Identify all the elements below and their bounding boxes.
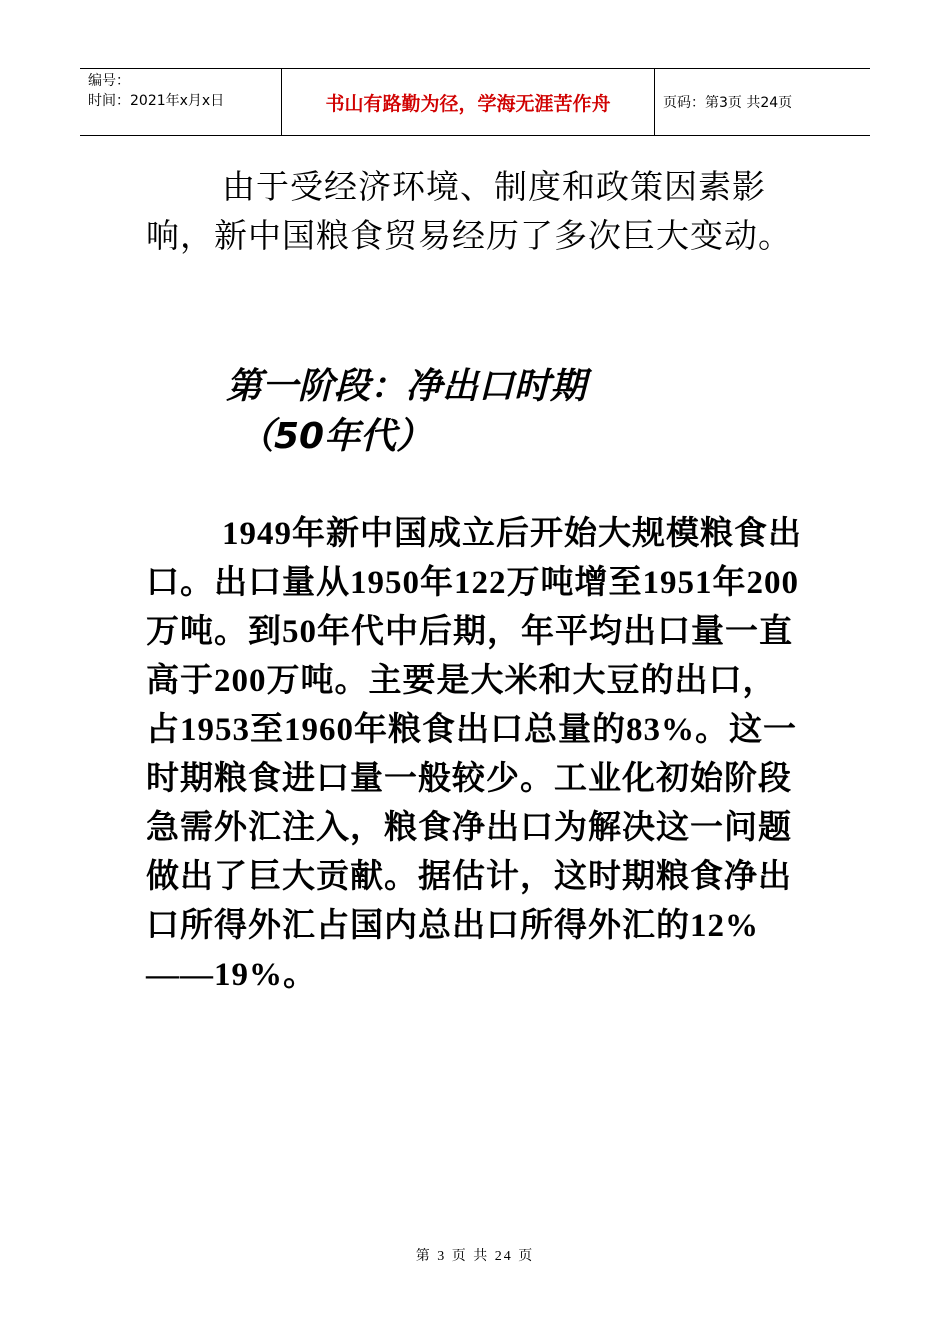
document-number-label: 编号： [88,73,130,89]
page-footer: 第 3 页 共 24 页 [415,1249,535,1264]
intro-paragraph: 由于受经济环境、制度和政策因素影响，新中国粮食贸易经历了多次巨大变动。 [146,167,792,255]
header-motto-cell [282,69,655,135]
section-heading-period: （50年代） [238,416,433,457]
section-heading [226,362,826,462]
header-page-cell [655,69,870,135]
page-header [80,68,870,136]
section-paragraph: 1949年新中国成立后开始大规模粮食出口。出口量从1950年122万吨增至1951年200万吨。到50年代中后期，年平均出口量一直高于200万吨。主要是大米和大豆的出口，占1953至1960年粮食出口总量的83%。这一时期粮食进口量一般较少。工业化初始阶段急需外汇注入，粮食净出口为解决这一问题做出了巨大贡献。据估计，这时期粮食净出口所得外汇占国内总出口所得外汇的12%——19%。 [146,516,802,993]
section-heading-title: 第一阶段：净出口时期 [226,366,587,407]
document-date-label: 时间：2021年x月x日 [88,93,225,109]
header-meta-cell [80,69,282,135]
header-motto: 书山有路勤为径，学海无涯苦作舟 [325,92,611,115]
header-page-info: 页码：第3页 共24页 [663,95,793,111]
